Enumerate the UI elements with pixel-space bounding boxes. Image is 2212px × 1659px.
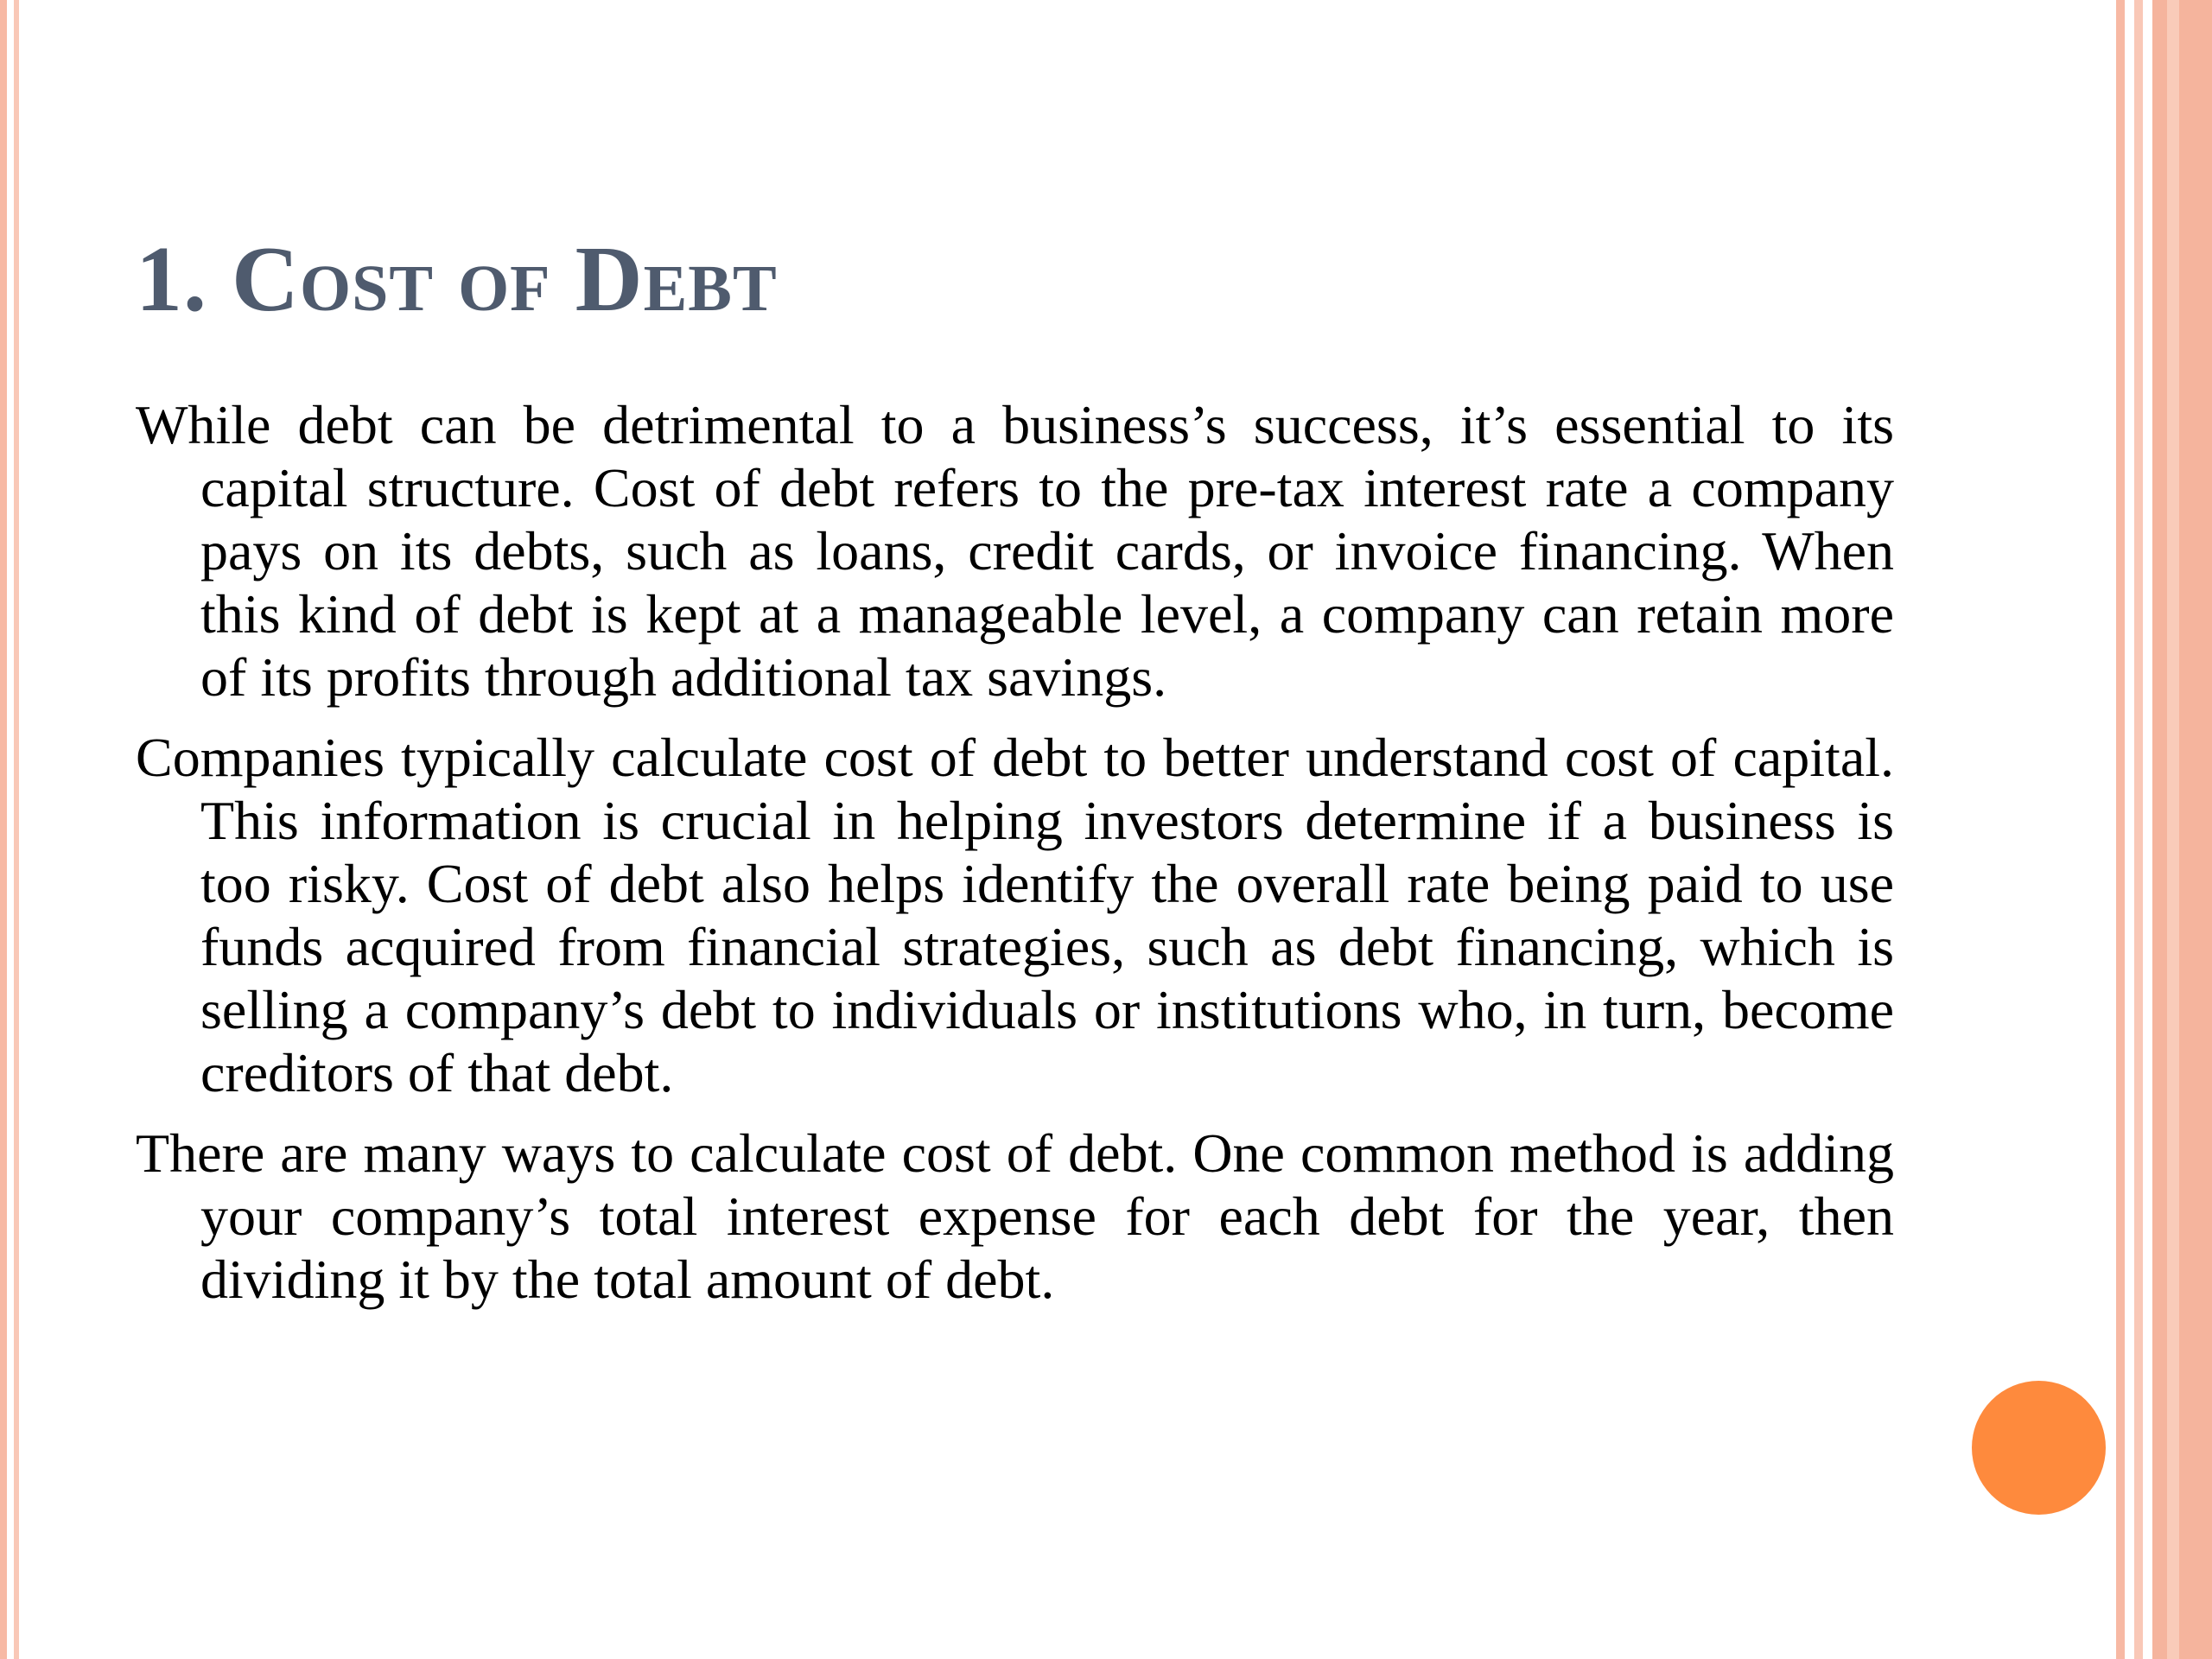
slide-body [136, 393, 1894, 1328]
body-paragraph: There are many ways to calculate cost of debt. One common method is adding your company’s total interest expense for each debt for the year, then dividing it by the total amount of debt. [136, 1122, 1894, 1310]
slide-title: 1. Cost of Debt [136, 228, 778, 331]
right-border-stripe [2116, 0, 2125, 1659]
right-border-band-inner [2167, 0, 2179, 1659]
right-border-band [2152, 0, 2212, 1659]
left-border-stripe-inner [14, 0, 19, 1659]
left-border-stripe [0, 0, 7, 1659]
accent-circle-decoration [1972, 1381, 2106, 1515]
right-border-stripe [2134, 0, 2143, 1659]
body-paragraph: While debt can be detrimental to a business’s success, it’s essential to its capital structure. Cost of debt refers to the pre-tax interest rate a company pays on its debts, such as loans, credit cards, or invoice financing. When this kind of debt is kept at a manageable level, a company can retain more of its profits through additional tax savings. [136, 394, 1894, 708]
body-paragraph: Companies typically calculate cost of debt to better understand cost of capital. This information is crucial in helping investors determine if a business is too risky. Cost of debt also helps identify the overall rate being paid to use funds acquired from financial strategies, such as debt financing, which is selling a company’s debt to individuals or institutions who, in turn, become creditors of that debt. [136, 727, 1894, 1103]
